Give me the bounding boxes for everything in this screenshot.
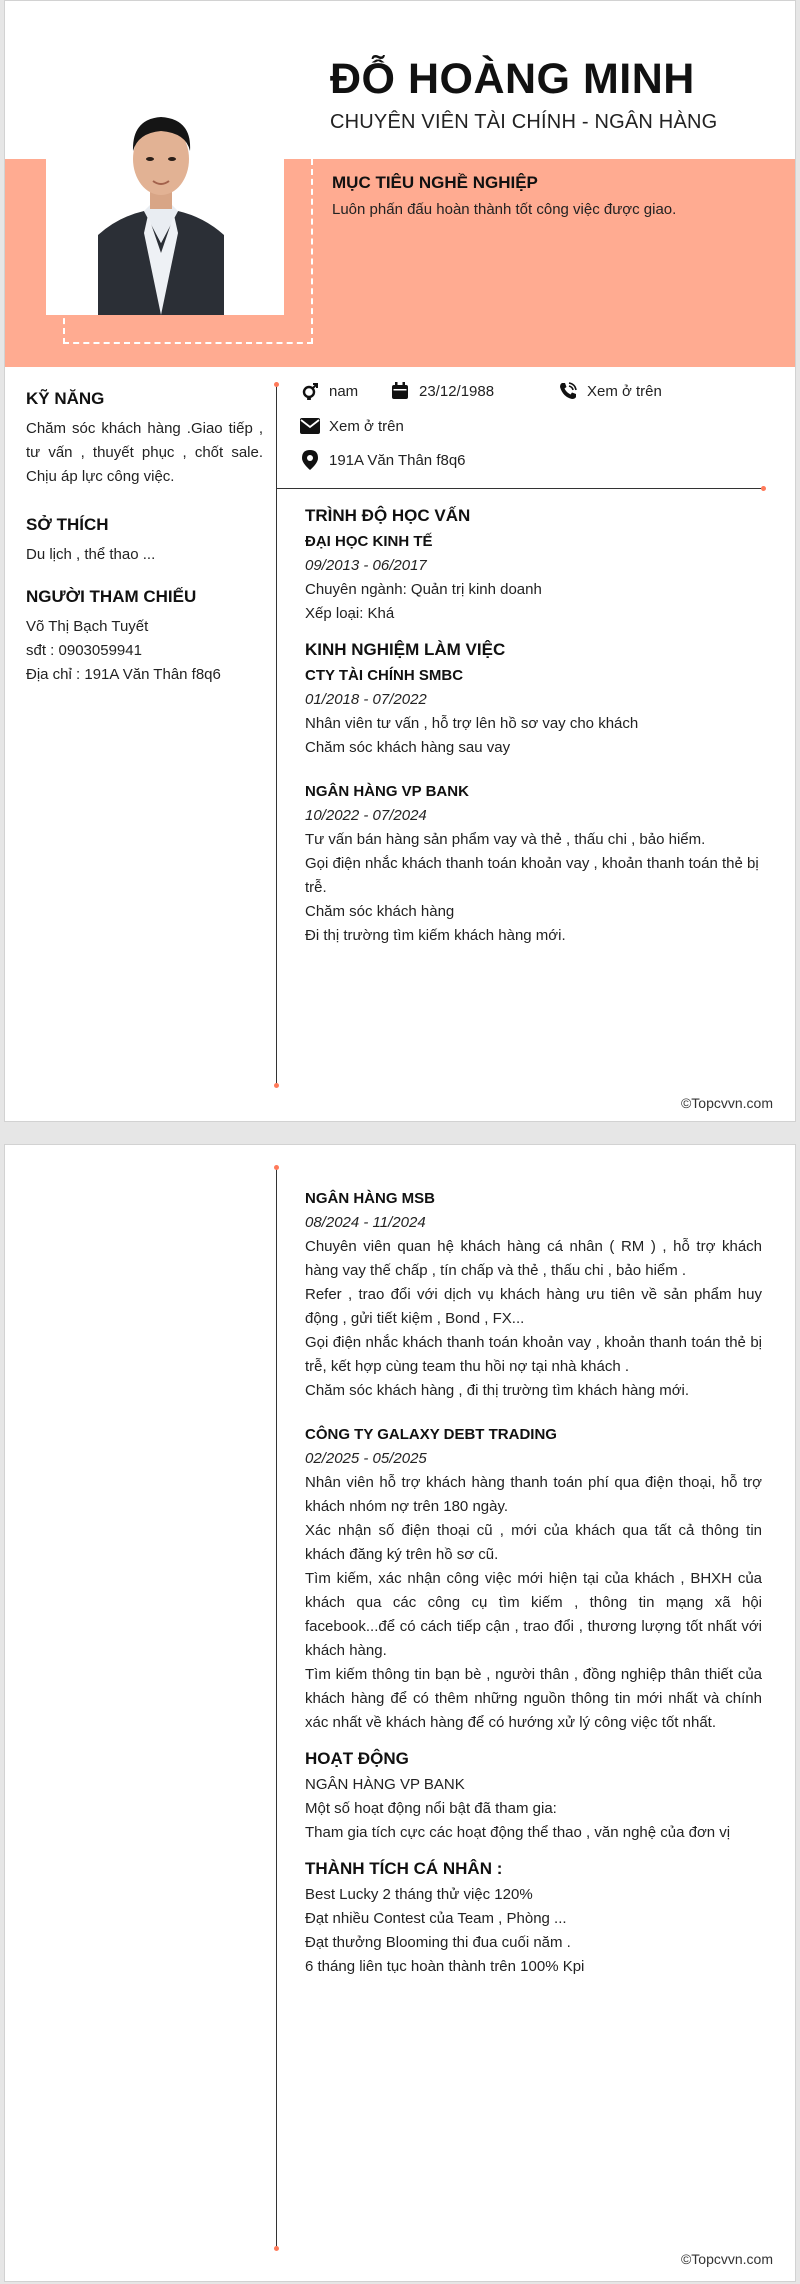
- candidate-name: ĐỖ HOÀNG MINH: [330, 55, 695, 103]
- job-company: CTY TÀI CHÍNH SMBC: [305, 667, 464, 684]
- birthday-text: 23/12/1988: [419, 382, 495, 400]
- job-detail: Xác nhận số điện thoại cũ , mới của khách qua tất cả thông tin khách đăng ký trên hồ sơ cũ.: [305, 1522, 762, 1563]
- objective-text: Luôn phấn đấu hoàn thành tốt công việc được giao.: [332, 201, 677, 218]
- job-detail: Tư vấn bán hàng sản phẩm vay và thẻ , thấu chi , bảo hiểm.: [305, 831, 706, 848]
- education-grade: Xếp loại: Khá: [305, 605, 395, 622]
- contact-gender: [299, 380, 358, 402]
- reference-phone: sđt : 0903059941: [26, 642, 142, 659]
- job-company: NGÂN HÀNG VP BANK: [305, 783, 469, 800]
- avatar: [98, 93, 224, 315]
- left-column: [26, 389, 263, 687]
- timeline-dot-bottom: [274, 2246, 279, 2251]
- job-detail: Nhân viên hỗ trợ khách hàng thanh toán phí qua điện thoại, hỗ trợ khách nhóm nợ trên 180 ngày.: [305, 1474, 762, 1515]
- job-detail: Đi thị trường tìm kiếm khách hàng mới.: [305, 927, 566, 944]
- phone-text: Xem ở trên: [587, 382, 662, 400]
- achievement-item: Đạt thưởng Blooming thi đua cuối năm .: [305, 1934, 571, 1951]
- objective-title: MỤC TIÊU NGHỀ NGHIỆP: [332, 173, 538, 192]
- activity-line: Tham gia tích cực các hoạt động thể thao , văn nghệ của đơn vị: [305, 1824, 731, 1841]
- job-detail: Chuyên viên quan hệ khách hàng cá nhân ( RM ) , hỗ trợ khách hàng vay thế chấp , tín chấp và thẻ , thấu chi , bảo hiểm .: [305, 1238, 762, 1279]
- education-school: ĐẠI HỌC KINH TẾ: [305, 533, 433, 550]
- cv-page-2: [4, 1144, 796, 2282]
- job-detail: Nhân viên tư vấn , hỗ trợ lên hồ sơ vay cho khách: [305, 715, 639, 732]
- email-text: Xem ở trên: [329, 417, 404, 435]
- achievements-title: THÀNH TÍCH CÁ NHÂN :: [305, 1859, 503, 1878]
- gender-text: nam: [329, 382, 359, 400]
- job-detail: Tìm kiếm thông tin bạn bè , người thân , đồng nghiệp thân thiết của khách hàng để có thêm những nguồn thông tin mới nhất và chính xác nhất về khách hàng để có hướng xử lý công việc tốt nhất.: [305, 1666, 762, 1731]
- timeline-line: [276, 385, 277, 1085]
- footer-watermark: ©Topcvvn.com: [680, 2251, 773, 2267]
- location-pin-icon: [299, 449, 321, 471]
- calendar-icon: [389, 380, 411, 402]
- gender-icon: [299, 380, 321, 402]
- job-detail: Chăm sóc khách hàng sau vay: [305, 739, 511, 756]
- contact-email: [299, 415, 404, 437]
- hobbies-text: Du lịch , thể thao ...: [26, 546, 156, 563]
- activity-line: Một số hoạt động nổi bật đã tham gia:: [305, 1800, 557, 1817]
- job-detail: Chăm sóc khách hàng: [305, 903, 455, 920]
- hobbies-title: SỞ THÍCH: [26, 515, 109, 534]
- timeline-dot-top: [274, 382, 279, 387]
- timeline-dot-top: [274, 1165, 279, 1170]
- cv-page-1: [4, 0, 796, 1122]
- reference-name: Võ Thị Bạch Tuyết: [26, 618, 149, 635]
- experience-title: KINH NGHIỆM LÀM VIỆC: [305, 640, 506, 659]
- address-text: 191A Văn Thân f8q6: [329, 451, 466, 469]
- achievement-item: Đạt nhiều Contest của Team , Phòng ...: [305, 1910, 567, 1927]
- education-major: Chuyên ngành: Quản trị kinh doanh: [305, 581, 542, 598]
- contact-address: [299, 449, 466, 471]
- references-title: NGƯỜI THAM CHIẾU: [26, 587, 197, 606]
- email-icon: [299, 415, 321, 437]
- job-detail: Gọi điện nhắc khách thanh toán khoản vay , khoản thanh toán thẻ bị trễ, kết hợp cùng team thu hồi nợ tại nhà khách .: [305, 1334, 762, 1375]
- activities-title: HOẠT ĐỘNG: [305, 1749, 409, 1768]
- job-date: 02/2025 - 05/2025: [305, 1450, 427, 1467]
- timeline-dot-bottom: [274, 1083, 279, 1088]
- contact-phone: [557, 380, 662, 402]
- achievement-item: 6 tháng liên tục hoàn thành trên 100% Kpi: [305, 1958, 585, 1975]
- right-column-page2: [305, 1183, 762, 1979]
- job-title: CHUYÊN VIÊN TÀI CHÍNH - NGÂN HÀNG: [330, 111, 718, 133]
- footer-watermark: ©Topcvvn.com: [680, 1095, 773, 1111]
- contact-birthday: [389, 380, 494, 402]
- job-date: 01/2018 - 07/2022: [305, 691, 427, 708]
- education-title: TRÌNH ĐỘ HỌC VẤN: [305, 506, 471, 525]
- job-detail: Gọi điện nhắc khách thanh toán khoản vay , khoản thanh toán thẻ bị trễ.: [305, 855, 759, 896]
- job-detail: Chăm sóc khách hàng , đi thị trường tìm khách hàng mới.: [305, 1382, 690, 1399]
- activity-org: NGÂN HÀNG VP BANK: [305, 1776, 465, 1793]
- skills-title: KỸ NĂNG: [26, 389, 105, 408]
- divider-dot: [761, 486, 766, 491]
- reference-address: Địa chỉ : 191A Văn Thân f8q6: [26, 666, 221, 683]
- phone-icon: [557, 380, 579, 402]
- job-company: CÔNG TY GALAXY DEBT TRADING: [305, 1426, 557, 1443]
- contact-divider: [276, 488, 763, 489]
- timeline-line: [276, 1167, 277, 2248]
- job-date: 08/2024 - 11/2024: [305, 1214, 426, 1231]
- job-detail: Tìm kiếm, xác nhận công việc mới hiện tại của khách , BHXH của khách qua các công cụ tìm kiếm , thông tin mạng xã hội facebook...để có cách tiếp cận , trao đổi , thương lượng tốt nhất với khách hàng.: [305, 1570, 762, 1659]
- job-company: NGÂN HÀNG MSB: [305, 1190, 435, 1207]
- education-date: 09/2013 - 06/2017: [305, 557, 427, 574]
- job-date: 10/2022 - 07/2024: [305, 807, 427, 824]
- right-column-page1: [305, 496, 762, 948]
- job-detail: Refer , trao đổi với dịch vụ khách hàng ưu tiên về sản phẩm huy động , gửi tiết kiệm , Bond , FX...: [305, 1286, 762, 1327]
- achievement-item: Best Lucky 2 tháng thử việc 120%: [305, 1886, 533, 1903]
- skills-text: Chăm sóc khách hàng .Giao tiếp , tư vấn , thuyết phục , chốt sale. Chịu áp lực công việc.: [26, 420, 263, 485]
